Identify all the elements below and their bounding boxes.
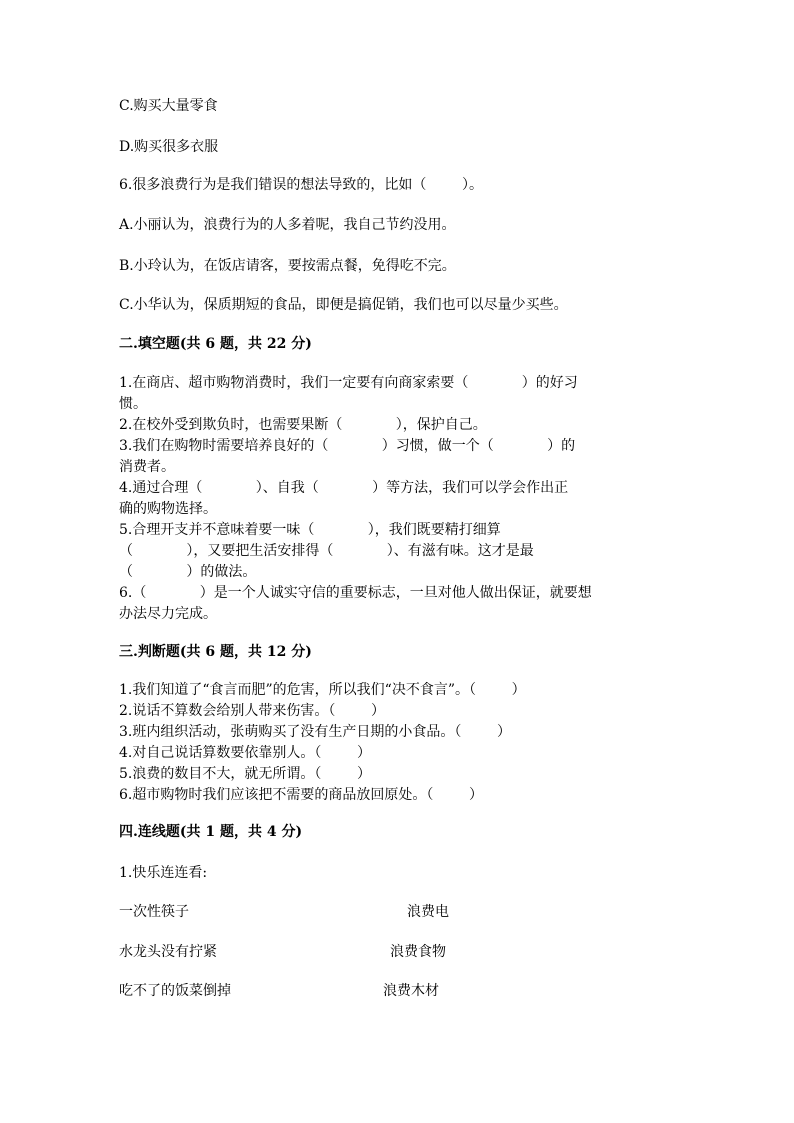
- section2-line: （ ），又要把生活安排得（ ）、有滋有味。这才是最: [119, 543, 534, 559]
- section2-line: 5.合理开支并不意味着要一味（ ），我们既要精打细算: [119, 522, 501, 538]
- match-right-item: 浪费食物: [390, 944, 446, 960]
- section2-line: 惯。: [119, 396, 147, 412]
- section3-line: 5.浪费的数目不大，就无所谓。（ ）: [119, 766, 371, 782]
- match-right-item: 浪费木材: [383, 983, 439, 999]
- section2-line: 3.我们在购物时需要培养良好的（ ）习惯，做一个（ ）的: [119, 438, 576, 454]
- section4-prompt: 1.快乐连连看:: [119, 865, 208, 881]
- section3-line: 2.说话不算数会给别人带来伤害。（ ）: [119, 703, 385, 719]
- match-left-item: 吃不了的饭菜倒掉: [119, 983, 231, 999]
- section3-heading: 三.判断题(共 6 题，共 12 分): [119, 644, 312, 660]
- section3-line: 3.班内组织活动，张萌购买了没有生产日期的小食品。（ ）: [119, 724, 511, 740]
- q5-option-d: D.购买很多衣服: [119, 139, 219, 155]
- match-left-item: 水龙头没有拧紧: [119, 944, 217, 960]
- match-right-item: 浪费电: [407, 904, 449, 920]
- q6-option-b: B.小玲认为，在饭店请客，要按需点餐，免得吃不完。: [119, 258, 456, 274]
- section4-heading: 四.连线题(共 1 题，共 4 分): [119, 824, 303, 840]
- q5-option-c: C.购买大量零食: [119, 98, 218, 114]
- q6-option-a: A.小丽认为，浪费行为的人多着呢，我自己节约没用。: [119, 217, 456, 233]
- section2-heading: 二.填空题(共 6 题，共 22 分): [119, 336, 312, 352]
- section3-line: 6.超市购物时我们应该把不需要的商品放回原处。（ ）: [119, 787, 483, 803]
- section3-line: 1.我们知道了“食言而肥”的危害，所以我们“决不食言”。（ ）: [119, 682, 526, 698]
- section2-line: 2.在校外受到欺负时，也需要果断（ ），保护自己。: [119, 417, 487, 433]
- section2-line: 确的购物选择。: [119, 501, 217, 517]
- section2-line: 1.在商店、超市购物消费时，我们一定要有向商家索要（ ）的好习: [119, 375, 578, 391]
- section2-line: 6.（ ）是一个人诚实守信的重要标志，一旦对他人做出保证，就要想: [119, 585, 592, 601]
- section2-line: （ ）的做法。: [119, 564, 257, 580]
- q6-stem: 6.很多浪费行为是我们错误的想法导致的，比如（ ）。: [119, 177, 483, 193]
- q6-option-c: C.小华认为，保质期短的食品，即便是搞促销，我们也可以尽量少买些。: [119, 297, 568, 313]
- match-left-item: 一次性筷子: [119, 904, 189, 920]
- section2-line: 4.通过合理（ ）、自我（ ）等方法，我们可以学会作出正: [119, 480, 569, 496]
- section3-line: 4.对自己说话算数要依靠别人。（ ）: [119, 745, 371, 761]
- section2-line: 办法尽力完成。: [119, 606, 217, 622]
- section2-line: 消费者。: [119, 459, 175, 475]
